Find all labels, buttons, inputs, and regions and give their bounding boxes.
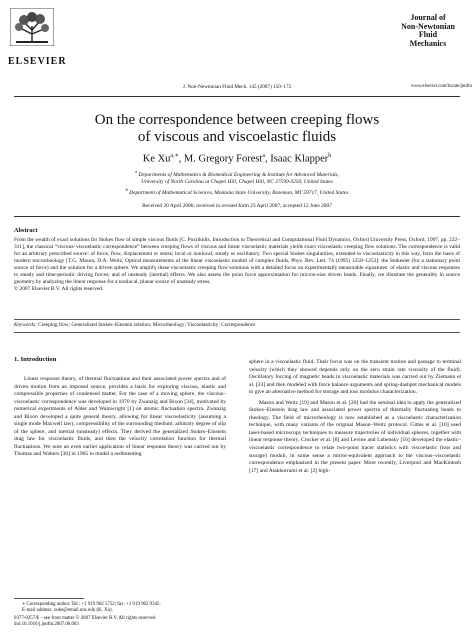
- author-marks: b: [328, 153, 332, 159]
- paragraph: sphere in a viscoelastic fluid. Their focus was on the transient motion and passage to terminal velocity (which they showed depends only on the zero strain rate viscosity of the fluid). Oscillatory forcing of magnetic beads in viscoelastic materials was carried out by Ziemann et al. [33] and then modeled with force balance arguments and spring-dashpot mechanical models to give an alternative method for storage and loss modulus characterization.: [249, 359, 461, 396]
- author-marks: a,∗: [170, 153, 179, 159]
- author-list: Ke $Xu^{a,∗}$, M. Gregory Forest$^a$, Isaac Klapper$^b$: [142, 153, 332, 165]
- keywords-text: Creeping flow; Generalized Stokes–Einstein relation; Microrheology; Viscoelasticity; Correspondence: [38, 322, 256, 328]
- affiliation-line: University of North Carolina at Chapel Hill, Chapel Hill, NC 27599-3250, United States: [141, 179, 333, 185]
- section-heading: 1. Introduction: [14, 356, 57, 363]
- article-title: [40, 112, 434, 146]
- elsevier-tree-logo: [10, 8, 54, 46]
- journal-title-line: Mechanics: [409, 38, 447, 48]
- author-marks: a: [262, 153, 266, 159]
- paragraph: Linear response theory, of thermal fluctuations and their associated power spectra and of driven motion from an imposed source, provides a basis for exploring viscous, elastic and compressible properties of condensed matter. For the case of a moving sphere, the viscous–viscoelastic correspondence was developed in 1970 by Zwanzig and Bixon [34], motivated by numerical experiments of Alder and Wainwright [1] on atomic fluctuation spectra. Zwanzig and Bixon developed a quite general theory, allowing for linear viscoelasticity (assuming a single mode Maxwell law), compressibility of the surrounding medium, arbitrary degree of slip of the sphere, and inertial (unsteady) effects. They derived the generalized Stokes–Einstein drag law for viscoelastic fluids, and then the velocity correlation function for thermal fluctuations. We note an even earlier application of linear response theory was carried out by Thomas and Walters [30] in 1965 to model a sedimenting: [14, 376, 226, 458]
- email-address[interactable]: E-mail address: xuke@email.unc.edu (K. Xu).: [22, 608, 113, 614]
- header-divider: [14, 96, 460, 97]
- affiliation-mark: a: [135, 169, 138, 174]
- abstract-copyright: © 2007 Elsevier B.V. All rights reserved.: [14, 286, 104, 293]
- affiliation-line: Departments of Mathematics & Biomedical Engineering & Institute for Advanced Materials,: [138, 171, 339, 178]
- abstract-body: [14, 237, 460, 293]
- publisher-name: ELSEVIER: [8, 56, 67, 67]
- doi-link[interactable]: doi:10.1016/j.jnnfm.2007.06.003: [14, 622, 79, 628]
- abstract-divider: [14, 216, 460, 217]
- journal-title: [388, 14, 468, 48]
- issn-line: 0377-0257/$ – see front matter © 2007 Elsevier B.V. All rights reserved.: [14, 616, 157, 621]
- keywords-divider-top: [14, 319, 460, 320]
- journal-url-link[interactable]: www.elsevier.com/locate/jnnfm: [411, 84, 472, 89]
- author-name[interactable]: Isaac Klapper: [270, 153, 329, 165]
- journal-title-line: Fluid: [418, 30, 438, 39]
- affiliation: [40, 186, 434, 197]
- keywords: [14, 322, 460, 328]
- front-matter: [14, 616, 156, 628]
- affiliation-mark: b: [125, 187, 128, 193]
- keywords-label: Keywords:: [14, 322, 37, 328]
- affiliation-line: Department of Mathematical Sciences, Montana State University, Bozeman, MT 59717, United States: [129, 190, 349, 196]
- article-title-line: of viscous and viscoelastic fluids: [137, 129, 337, 145]
- journal-title-line: Non-Newtonian: [401, 21, 455, 31]
- right-column: [249, 359, 461, 478]
- journal-citation: J. Non-Newtonian Fluid Mech. 145 (2007) 150–172: [182, 84, 292, 90]
- journal-title-line: Journal of: [410, 13, 446, 22]
- left-column: [14, 376, 226, 462]
- footnote: [22, 602, 161, 614]
- abstract-text: From the wealth of exact solutions for Stokes flow of simple viscous fluids [C. Pozrikidis, Introduction to Theoretical and Computational Fluid Dynamics, Oxford University Press, Oxford, 1997, pp. 222–311], the classical “viscous–viscoelastic correspondence” between creeping flows of viscous and linear viscoelastic materials yields exact viscoelastic creeping flow solutions. The correspondence is valid for an arbitrary prescribed source: of force, flow, displacement or stress; local or nonlocal; steady or oscillatory. Two special Stokes singularities, extended to viscoelasticity in this way, form the basis of modern microrheology [T.G. Mason, D.A. Weitz, Optical measurements of the linear viscoelastic moduli of complex fluids, Phys. Rev. Lett. 74 (1995) 1250–1253]: the Stokeslet (for a stationary point source of force) and the solution for a driven sphere. We amplify these viscoelastic creeping flow solutions with a detailed focus on experimentally measurable signatures: of elastic and viscous responses to steady and time-periodic driving forces; and of unsteady (inertial) effects. We also assess the point force approximation for micron-size driven beads. Finally, we illustrate the generality in source geometry by analyzing the linear response for a nonlocal, planar source of unsteady stress.: [14, 237, 460, 286]
- received-dates: Received 20 April 2006; received in revised form 23 April 2007; accepted 12 June 2007: [142, 203, 332, 209]
- footnote-divider: [14, 598, 84, 599]
- article-title-line: On the correspondence between creeping flows: [94, 112, 380, 128]
- affiliation: [40, 168, 434, 179]
- paragraph: Mason and Weitz [19] and Mason et al. [20] had the seminal idea to apply the generalized Stokes–Einstein drag law and associated power spectra of thermally fluctuating beads to rheology. The field of microrheology is now established as a viscoelastic characterization technique, with many variants of the original Mason–Weitz protocol. Gittes et al. [10] used laser-based microscopy techniques to measure trajectories of individual spheres, together with linear response theory. Crocker et al. [8] and Levine and Lubensky [16] developed the elastic–viscoelastic correspondence to relate two-point tracer statistics with viscoelastic (loss and storage) moduli, in some sense a mirror-equivalent approach to the viscous–viscoelastic correspondence emphasized in the present paper. More recently, Liverpool and MacKintosh [17] and Atakhorrami et al. [2] high-: [249, 399, 461, 474]
- author-name[interactable]: Ke Xu: [142, 153, 171, 165]
- corresponding-author-note: ∗ Corresponding author. Tel.: +1 919 962 5752; fax: +1 919 962 9345.: [22, 602, 161, 607]
- affiliations: [40, 168, 434, 197]
- keywords-divider-bottom: [14, 332, 460, 333]
- author-name[interactable]: M. Gregory Forest: [183, 153, 263, 165]
- abstract-heading: Abstract: [14, 227, 38, 234]
